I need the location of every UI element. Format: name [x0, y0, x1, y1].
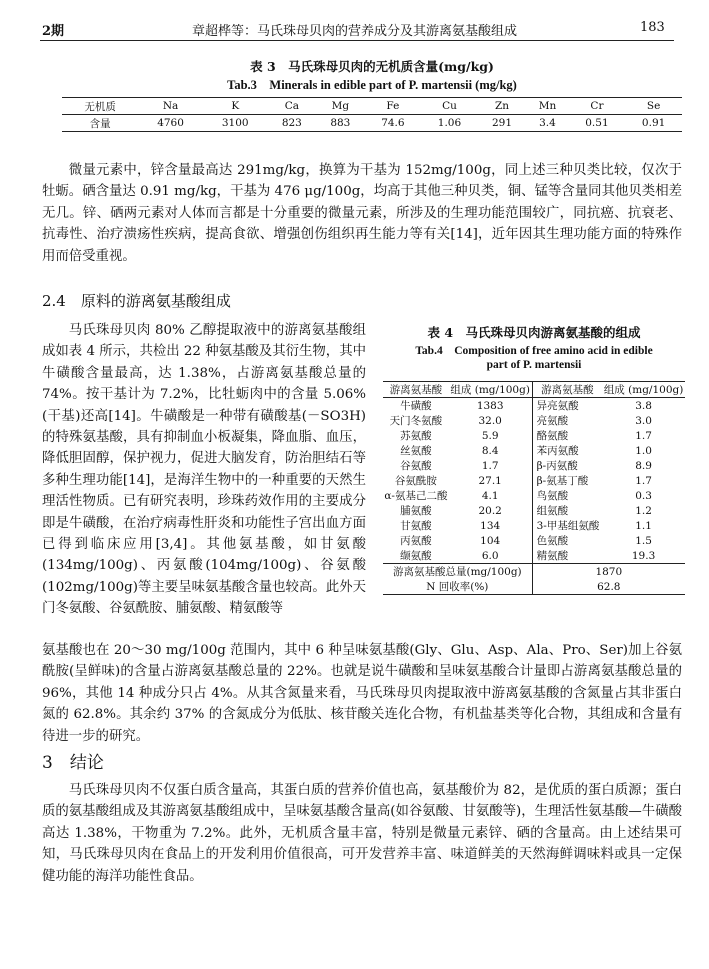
paragraph-free-amino-acids: 马氏珠母贝肉 80% 乙醇提取液中的游离氨基酸组成如表 4 所示，共检出 22 种氨基酸及其衍生物，其中牛磺酸含量最高，达 1.38%，占游离氨基酸总量的 74%。按干基计为 7.2%，比牡蛎肉中的含量 5.06%(干基)还高[14]。牛磺酸是一种带有磺酸基(－SO3H)的特殊氨基酸，具有抑制血小板凝集，降血脂、血压，降低胆固醇，保护视力，促进大脑发育，防治胆结石等多种生理功能[14]，是海洋生物中的一种重要的天然生理活性物质。已有研究表明，珍珠药效作用的主要成分即是牛磺酸，在治疗病毒性肝炎和功能性子宫出血方面已得到临床应用[3,4]。其他氨基酸，如甘氨酸(134mg/100g)、丙氨酸(104mg/100g)、谷氨酸(102mg/100g)等主要呈味氨基酸含量也较高。此外天门冬氨酸、谷氨酰胺、脯氨酸、精氨酸等 [42, 323, 366, 617]
table4-header: 组成 (mg/100g) [449, 382, 532, 398]
table-row [383, 473, 685, 488]
total-value: 1870 [532, 564, 685, 580]
amino-acid-value: 32.0 [449, 413, 532, 428]
amino-acid-value: 5.9 [449, 428, 532, 443]
amino-acid-value: 1.5 [635, 534, 652, 547]
amino-acid-name: 牛磺酸 [400, 400, 432, 412]
table4-caption-cn: 表 4 马氏珠母贝肉游离氨基酸的组成 [427, 325, 641, 340]
table4-header-row [383, 382, 685, 398]
table-row [383, 413, 685, 428]
table3-cell: 0.91 [625, 115, 682, 132]
amino-acid-name: 谷氨酰胺 [394, 475, 437, 487]
amino-acid-name: 苯丙氨酸 [536, 445, 579, 457]
table3-col: 无机质 [62, 98, 138, 115]
total-label: 游离氨基酸总量(mg/100g) [383, 564, 532, 580]
journal-issue: 2期 [42, 24, 65, 39]
amino-acid-name: 丝氨酸 [400, 445, 432, 457]
table3-cell: 74.6 [365, 115, 422, 132]
amino-acid-value: 8.9 [635, 459, 652, 472]
amino-acid-value: 104 [449, 533, 532, 548]
table-row [383, 548, 685, 564]
amino-acid-name: β-氨基丁酸 [536, 475, 589, 487]
amino-acid-value: 1.7 [635, 474, 652, 487]
amino-acid-value: 1.7 [635, 429, 652, 442]
table3-header-row [62, 98, 682, 115]
table3-col: Zn [478, 98, 527, 115]
recovery-value: 62.8 [532, 579, 685, 595]
table4-header: 组成 (mg/100g) [602, 382, 685, 398]
amino-acid-name: β-丙氨酸 [536, 460, 578, 472]
amino-acid-value: 3.8 [635, 399, 652, 412]
table4-caption-en-line2: part of P. martensii [486, 359, 582, 371]
amino-acid-name: 谷氨酸 [400, 460, 432, 472]
table3-col: Mn [526, 98, 568, 115]
table4-header: 游离氨基酸 [532, 382, 602, 398]
recovery-row [383, 579, 685, 595]
amino-acid-value: 8.4 [449, 443, 532, 458]
amino-acid-name: 苏氨酸 [400, 430, 432, 442]
amino-acid-value: 1.0 [635, 444, 652, 457]
amino-acid-name: 组氨酸 [536, 505, 569, 517]
amino-acid-name: 天门冬氨酸 [389, 415, 443, 427]
amino-acid-name: 甘氨酸 [400, 520, 432, 532]
running-title: 章超桦等：马氏珠母贝肉的营养成分及其游离氨基酸组成 [191, 24, 517, 39]
table3-cell: 823 [268, 115, 317, 132]
table3-col: Se [625, 98, 682, 115]
amino-acid-name: 鸟氨酸 [536, 490, 569, 502]
amino-acid-value: 1.2 [635, 504, 652, 517]
amino-acid-value: 6.0 [449, 548, 532, 564]
amino-acid-name: α-氨基己二酸 [384, 490, 448, 502]
table-row [383, 488, 685, 503]
table3-col: Ca [268, 98, 317, 115]
table-row [383, 458, 685, 473]
paragraph-nitrogen-content: 氨基酸也在 20～30 mg/100g 范围内，其中 6 种呈味氨基酸(Gly、Glu、Asp、Ala、Pro、Ser)加上谷氨酰胺(呈鲜味)的含量占游离氨基酸总量的 22%。也就是说牛磺酸和呈味氨基酸合计量即占游离氨基酸总量的 96%，其他 14 种成分只占 4%。从其含氮量来看，马氏珠母贝肉提取液中游离氨基酸的含氮量占其非蛋白氮的 62.8%。其余约 37% 的含氮成分为低肽、核苷酸关连化合物，有机盐基类等化合物，其组成和含量有待进一步的研究。 [42, 643, 682, 744]
amino-acid-name: 缬氨酸 [400, 550, 432, 562]
table3-cell: 含量 [62, 115, 138, 132]
table3-cell: 4760 [138, 115, 203, 132]
header-rule [40, 40, 674, 41]
amino-acid-value: 134 [449, 518, 532, 533]
amino-acid-value: 3.0 [635, 414, 652, 427]
amino-acid-name: 异亮氨酸 [536, 400, 579, 412]
table3-cell: 3100 [203, 115, 268, 132]
amino-acid-value: 20.2 [449, 503, 532, 518]
amino-acid-value: 27.1 [449, 473, 532, 488]
amino-acid-name: 酪氨酸 [536, 430, 569, 442]
table3-cell: 0.51 [569, 115, 626, 132]
table4-header: 游离氨基酸 [383, 382, 449, 398]
table3-col: Na [138, 98, 203, 115]
table3-col: Fe [365, 98, 422, 115]
table-row [383, 443, 685, 458]
table4-caption-en: Tab.4 Composition of free amino acid in edible [415, 345, 653, 357]
section-heading-2-4: 2.4 原料的游离氨基酸组成 [42, 292, 231, 310]
table3-col: Mg [316, 98, 365, 115]
amino-acid-name: 精氨酸 [536, 550, 569, 562]
table3-col: Cr [569, 98, 626, 115]
amino-acid-value: 1.1 [635, 519, 652, 532]
amino-acid-value: 4.1 [449, 488, 532, 503]
amino-acid-name: 脯氨酸 [400, 505, 432, 517]
table3-col: Cu [421, 98, 478, 115]
table3-data-row [62, 115, 682, 132]
table3-cell: 3.4 [526, 115, 568, 132]
amino-acid-name: 3-甲基组氨酸 [536, 520, 600, 532]
table-row [383, 518, 685, 533]
paragraph-conclusion: 马氏珠母贝肉不仅蛋白质含量高，其蛋白质的营养价值也高，氨基酸价为 82，是优质的蛋白质源；蛋白质的氨基酸组成及其游离氨基酸组成中，呈味氨基酸含量高(如谷氨酸、甘氨酸等)，生理活性氨基酸—牛磺酸高达 1.38%，干物重为 7.2%。此外，无机质含量丰富，特别是微量元素锌、硒的含量高。由上述结果可知，马氏珠母贝肉在食品上的开发利用价值很高，可开发营养丰富、味道鲜美的天然海鲜调味料或具一定保健功能的海洋功能性食品。 [42, 783, 682, 884]
amino-acid-value: 1.7 [449, 458, 532, 473]
table3-cell: 1.06 [421, 115, 478, 132]
minerals-table [62, 97, 682, 132]
table3-cell: 291 [478, 115, 527, 132]
amino-acid-value: 19.3 [631, 549, 656, 562]
table-row [383, 398, 685, 414]
table3-col: K [203, 98, 268, 115]
page-number: 183 [640, 20, 665, 35]
section-heading-conclusion: 3 结论 [42, 753, 104, 773]
amino-acid-table [383, 381, 685, 595]
amino-acid-name: 亮氨酸 [536, 415, 569, 427]
table-row [383, 503, 685, 518]
table-row [383, 428, 685, 443]
paragraph-trace-elements: 微量元素中，锌含量最高达 291mg/kg，换算为干基为 152mg/100g，同上述三种贝类比较，仅次于牡蛎。硒含量达 0.91 mg/kg，干基为 476 μg/100g，均高于其他三种贝类，铜、锰等含量同其他贝类相差无几。锌、硒两元素对人体而言都是十分重要的微量元素，所涉及的生理功能范围较广，同抗癌、抗衰老、抗毒性、治疗溃疡性疾病，提高食欲、增强创伤组织再生能力等有关[14]，近年因其生理功能方面的特殊作用而倍受重视。 [42, 163, 682, 264]
amino-acid-name: 丙氨酸 [400, 535, 432, 547]
recovery-label: N 回收率(%) [383, 579, 532, 595]
amino-acid-value: 0.3 [635, 489, 652, 502]
table-row [383, 533, 685, 548]
amino-acid-value: 1383 [449, 398, 532, 414]
table3-cell: 883 [316, 115, 365, 132]
amino-acid-name: 色氨酸 [536, 535, 569, 547]
table3-caption-cn: 表 3 马氏珠母贝肉的无机质含量(mg/kg) [250, 59, 494, 74]
table3-caption-en: Tab.3 Minerals in edible part of P. martensii (mg/kg) [227, 78, 517, 92]
total-row [383, 564, 685, 580]
